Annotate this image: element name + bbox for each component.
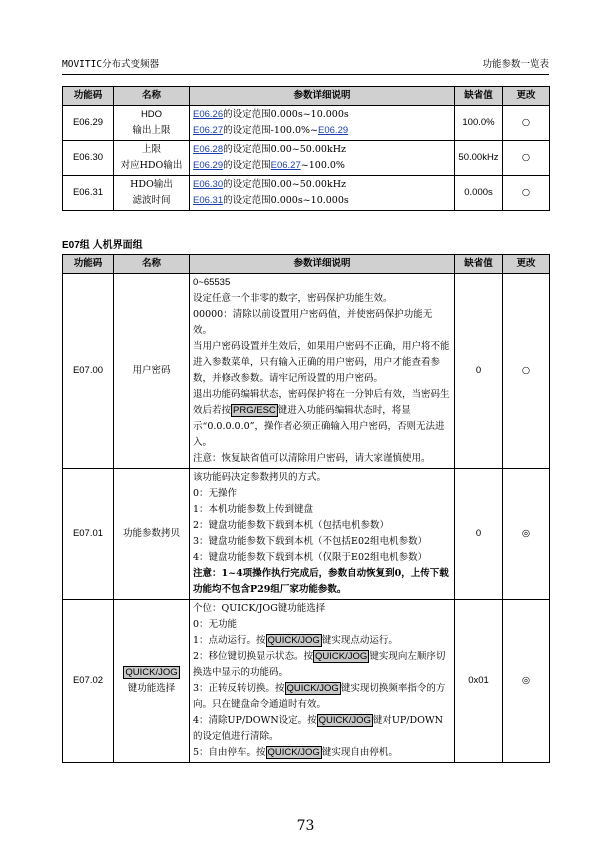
param-change: ○ [503, 141, 550, 176]
table-row [63, 469, 550, 600]
param-link[interactable]: E06.31 [193, 195, 224, 206]
param-desc: 0~65535 设定任意一个非零的数字，密码保护功能生效。 00000：清除以前设置用户密码值，并使密码保护功能无效。 当用户密码设置并生效后，如果用户密码不正确，用户将不能进入参数菜单，只有输入正确的用户密码，用户才能查看参数，并修改参数。请牢记所设置的用户密码。 退出功能码编辑状态，密码保护将在一分钟后有效，当密码生效后若按 PRG/ESC 键进入功能码编辑状态时，将显示“0.0.0.0.0”，操作者必须正确输入用户密码，否则无法进入。 注意：恢复缺省值可以清除用户密码，请大家谨慎使用。 [190, 274, 455, 469]
col-code: 功能码 [63, 255, 114, 274]
param-default: 0 [455, 274, 503, 469]
quick-jog-key: QUICK/JOG [286, 683, 339, 694]
page-header [62, 56, 549, 72]
param-link[interactable]: E06.29 [318, 125, 349, 136]
param-link[interactable]: E06.29 [193, 160, 224, 171]
table-header-row [63, 87, 550, 106]
col-code: 功能码 [63, 87, 114, 106]
param-code: E07.01 [63, 469, 114, 600]
table-row [63, 106, 550, 141]
col-name: 名称 [114, 87, 190, 106]
table-row [63, 600, 550, 763]
param-name: 用户密码 [114, 274, 190, 469]
param-table-e06 [62, 86, 550, 211]
param-name: QUICK/JOG 键功能选择 [114, 600, 190, 763]
col-default: 缺省值 [455, 87, 503, 106]
param-desc: E06.28的设定范围0.00~50.00kHz E06.29的设定范围E06.27~100.0% [190, 141, 455, 176]
quick-jog-key: QUICK/JOG [267, 635, 320, 646]
param-default: 100.0% [455, 106, 503, 141]
col-desc: 参数详细说明 [190, 255, 455, 274]
table-header-row [63, 255, 550, 274]
header-rule [62, 74, 549, 75]
param-change: ○ [503, 274, 550, 469]
param-link[interactable]: E06.27 [270, 160, 301, 171]
param-code: E06.29 [63, 106, 114, 141]
param-default: 0x01 [455, 600, 503, 763]
param-name: 上限 对应HDO输出 [114, 141, 190, 176]
table-row [63, 274, 550, 469]
col-default: 缺省值 [455, 255, 503, 274]
param-default: 50.00kHz [455, 141, 503, 176]
page-number: 73 [296, 818, 315, 834]
param-code: E07.02 [63, 600, 114, 763]
col-change: 更改 [503, 255, 550, 274]
col-change: 更改 [503, 87, 550, 106]
quick-jog-key: QUICK/JOG [315, 651, 368, 662]
prg-esc-key: PRG/ESC [233, 405, 276, 416]
header-product: MOVITIC分布式变频器 [62, 59, 160, 70]
col-desc: 参数详细说明 [190, 87, 455, 106]
quick-jog-key: QUICK/JOG [125, 667, 178, 678]
header-section: 功能参数一览表 [482, 59, 549, 70]
quick-jog-key: QUICK/JOG [318, 715, 371, 726]
param-name: HDO输出 滤波时间 [114, 176, 190, 211]
col-name: 名称 [114, 255, 190, 274]
param-code: E07.00 [63, 274, 114, 469]
group-title: E07组 人机界面组 [62, 240, 143, 251]
param-desc: 该功能码决定参数拷贝的方式。 0：无操作 1：本机功能参数上传到键盘 2：键盘功能参数下载到本机（包括电机参数） 3：键盘功能参数下载到本机（不包括E02组电机参数） 4：键盘功能参数下载到本机（仅限于E02组电机参数） 注意：1~4项操作执行完成后，参数自动恢复到0，上传下载功能均不包含P29组厂家功能参数。 [190, 469, 455, 600]
param-link[interactable]: E06.30 [193, 179, 224, 190]
param-desc: 个位：QUICK/JOG键功能选择 0：无功能 1：点动运行。按 QUICK/JOG 键实现点动运行。 2：移位键切换显示状态。按 QUICK/JOG 键实现向左顺序切换选中显示的功能码。 3：正转反转切换。按 QUICK/JOG 键实现切换频率指令的方向。只在键盘命令通道时有效。 4：清除UP/DOWN设定。按 QUICK/JOG 键对UP/DOWN的设定值进行清除。 5：自由停车。按 QUICK/JOG 键实现自由停机。 [190, 600, 455, 763]
param-link[interactable]: E06.27 [193, 125, 224, 136]
param-code: E06.31 [63, 176, 114, 211]
param-change: ○ [503, 176, 550, 211]
param-change: ◎ [503, 469, 550, 600]
param-name: HDO 输出上限 [114, 106, 190, 141]
param-desc: E06.26的设定范围0.000s~10.000s E06.27的设定范围-100.0%~E06.29 [190, 106, 455, 141]
param-default: 0 [455, 469, 503, 600]
table-row [63, 141, 550, 176]
param-link[interactable]: E06.28 [193, 144, 224, 155]
param-change: ◎ [503, 600, 550, 763]
param-name: 功能参数拷贝 [114, 469, 190, 600]
param-change: ○ [503, 106, 550, 141]
table-row [63, 176, 550, 211]
param-link[interactable]: E06.26 [193, 109, 224, 120]
param-default: 0.000s [455, 176, 503, 211]
quick-jog-key: QUICK/JOG [267, 747, 320, 758]
param-desc: E06.30的设定范围0.00~50.00kHz E06.31的设定范围0.000s~10.000s [190, 176, 455, 211]
param-table-e07 [62, 254, 550, 763]
param-code: E06.30 [63, 141, 114, 176]
